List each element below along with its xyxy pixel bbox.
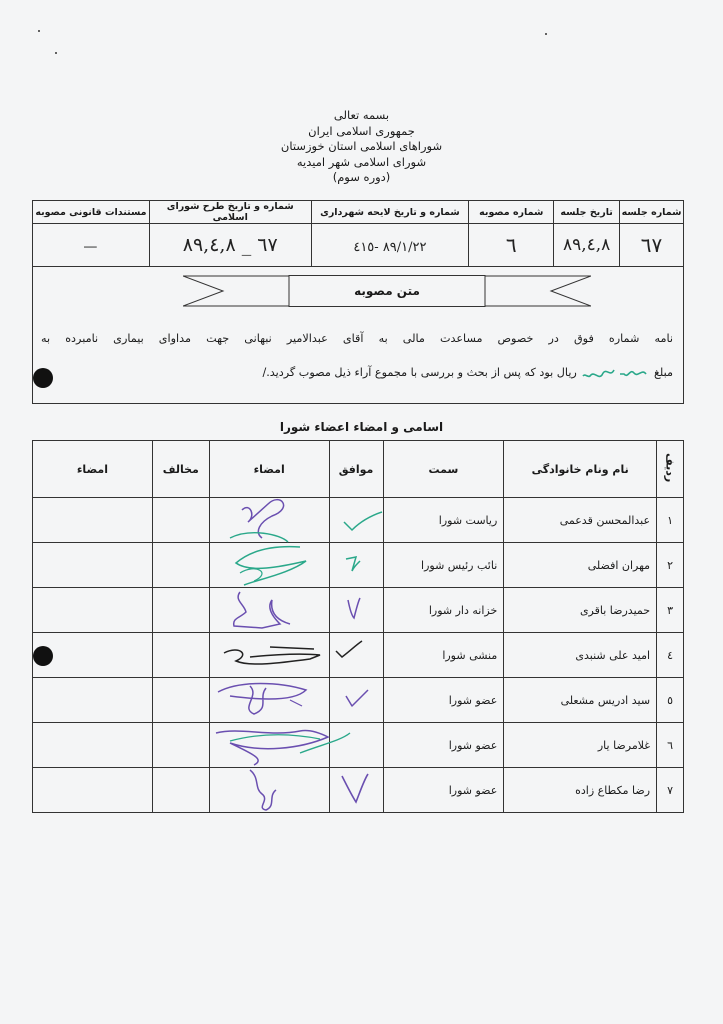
table-row [33,678,684,723]
signature-cell [209,498,329,543]
session-info-header-row [33,201,684,224]
resolution-box [32,266,684,404]
bill-no-date-cell [311,224,469,267]
members-header-row [33,441,684,498]
row-number: ٣ [657,588,684,633]
signature2-cell [33,723,153,768]
col-agree: موافق [329,441,383,498]
row-number: ٢ [657,543,684,588]
col-bill-no-date: شماره و تاریخ لایحه شهرداری [311,201,469,224]
table-row [33,588,684,633]
signature-icon [210,588,330,632]
member-position: عضو شورا [383,768,504,813]
signature2-cell [33,543,153,588]
plan-no-date-cell [149,224,311,267]
signature-icon [210,768,330,812]
members-table [32,440,684,813]
agree-check-icon [330,723,384,767]
member-position: منشی شورا [383,633,504,678]
agree-check-icon [330,543,384,587]
col-legal-docs: مستندات قانونی مصوبه [33,201,150,224]
row-number: ٧ [657,768,684,813]
session-info-value-row [33,224,684,267]
signature2-cell [33,588,153,633]
plan-no-date-value: ٦٧ _ ٨٩,٤,٨ [182,234,278,256]
oppose-cell [152,633,209,678]
agree-cell [329,633,383,678]
row-number: ١ [657,498,684,543]
member-name: رضا مکطاع زاده [504,768,657,813]
oppose-cell [152,678,209,723]
signature2-cell [33,633,153,678]
agree-cell [329,723,383,768]
agree-check-icon [330,498,384,542]
resolution-text-line2 [262,364,673,382]
header-city-council: شورای اسلامی شهر امیدیه [296,154,427,169]
member-position: ریاست شورا [383,498,504,543]
session-date-value: ٨٩,٤,٨ [562,235,611,255]
table-row [33,723,684,768]
session-no-value: ٦٧ [640,233,663,257]
col-name: نام ونام خانوادگی [504,441,657,498]
resolution-no-cell [469,224,554,267]
header-bismillah: بسمه تعالی [333,108,390,122]
agree-cell [329,588,383,633]
scan-speck [545,33,547,35]
resolution-text-line1: نامه شماره فوق در خصوص مساعدت مالی به آقای عبدالامیر نبهانی جهت مداوای بیماری نامبرده به [41,332,673,345]
oppose-cell [152,498,209,543]
agree-check-icon [330,588,384,632]
col-signature: امضاء [209,441,329,498]
session-date-cell [554,224,620,267]
signature-icon [210,633,330,677]
col-row: ردیف [657,441,684,498]
members-title: اسامی و امضاء اعضاء شورا [279,420,444,434]
header-country: جمهوری اسلامی ایران [308,123,415,138]
col-position: سمت [383,441,504,498]
oppose-cell [152,723,209,768]
table-row [33,633,684,678]
col-resolution-no: شماره مصوبه [469,201,554,224]
letterhead [0,108,723,186]
handwritten-amount-icon [580,364,650,382]
legal-docs-cell [33,224,150,267]
signature-icon [210,723,330,767]
legal-docs-value: — [83,238,99,255]
signature-icon [210,498,330,542]
resolution-title: متن مصوبه [354,284,420,298]
member-name: حمیدرضا باقری [504,588,657,633]
signature-cell [209,543,329,588]
amount-prefix: مبلغ [653,366,673,379]
signature-cell [209,768,329,813]
agree-check-icon [330,678,384,722]
col-plan-no-date: شماره و تاریخ طرح شورای اسلامی [149,201,311,224]
row-number: ٦ [657,723,684,768]
table-row [33,498,684,543]
member-position: نائب رئیس شورا [383,543,504,588]
col-session-no: شماره جلسه [620,201,684,224]
header-province-councils: شوراهای اسلامی استان خوزستان [280,139,443,153]
member-name: مهران افضلی [504,543,657,588]
scan-speck [38,30,40,32]
oppose-cell [152,588,209,633]
member-name: غلامرضا یار [504,723,657,768]
col-signature2: امضاء [33,441,153,498]
member-name: سید ادریس مشعلی [504,678,657,723]
col-session-date: تاریخ جلسه [554,201,620,224]
signature2-cell [33,678,153,723]
signature2-cell [33,768,153,813]
member-name: عبدالمحسن قدعمی [504,498,657,543]
handwritten-amount [580,364,650,382]
member-name: امید علی شنبدی [504,633,657,678]
signature-cell [209,633,329,678]
row-number: ٥ [657,678,684,723]
signature-icon [210,678,330,722]
table-row [33,768,684,813]
row-number: ٤ [657,633,684,678]
signature-cell [209,588,329,633]
agree-cell [329,768,383,813]
amount-suffix: ریال بود که پس از بحث و بررسی با مجموع آراء ذیل مصوب گردید./ [262,366,577,379]
agree-check-icon [330,633,384,677]
member-position: عضو شورا [383,678,504,723]
signature2-cell [33,498,153,543]
member-position: عضو شورا [383,723,504,768]
signature-icon [210,543,330,587]
oppose-cell [152,768,209,813]
resolution-banner [183,275,591,307]
resolution-no-value: ٦ [505,233,517,257]
session-no-cell [620,224,684,267]
oppose-cell [152,543,209,588]
header-term: (دوره سوم) [332,170,391,184]
agree-cell [329,543,383,588]
signature-cell [209,678,329,723]
member-position: خزانه دار شورا [383,588,504,633]
signature-cell [209,723,329,768]
agree-cell [329,498,383,543]
col-oppose: مخالف [152,441,209,498]
session-info-table [32,200,684,267]
agree-cell [329,678,383,723]
bill-no-date-value: ٨٩/١/٢٢ -٤١٥ [353,239,427,255]
scan-speck [55,52,57,54]
agree-check-icon [330,768,384,812]
table-row [33,543,684,588]
